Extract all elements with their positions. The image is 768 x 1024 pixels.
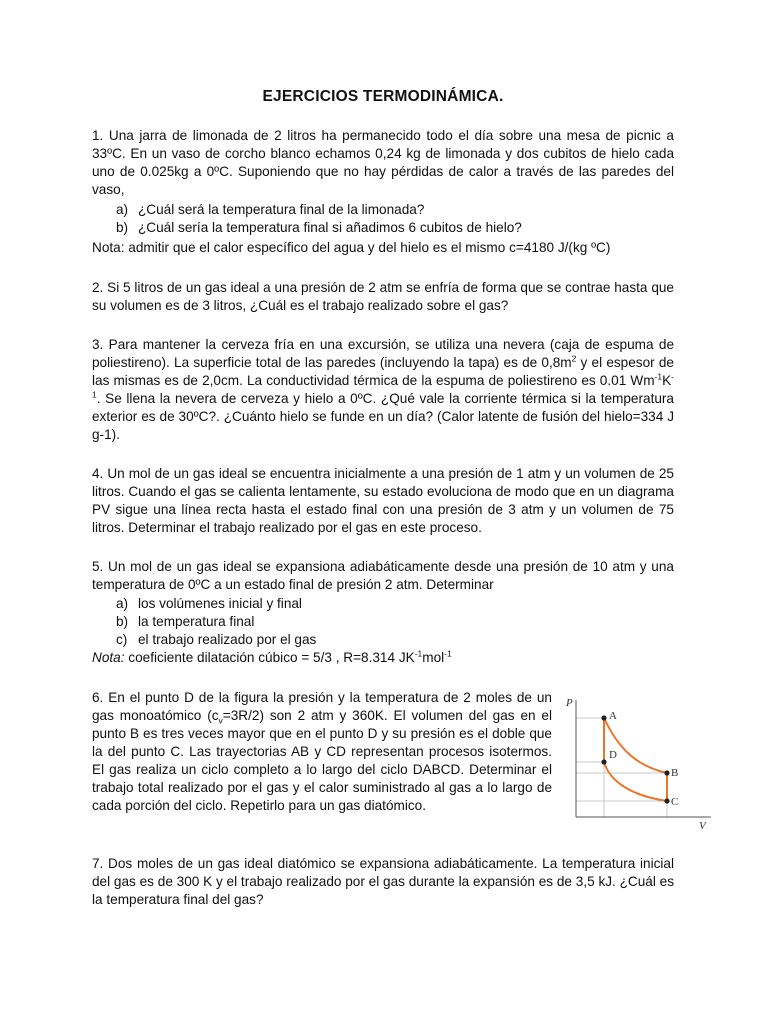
exercise-5	[92, 558, 674, 667]
item-text: ¿Cuál será la temperatura final de la limonada?	[138, 202, 425, 217]
exercise-5-item-a	[92, 595, 674, 613]
pv-diagram	[566, 690, 716, 835]
label-c: C	[671, 796, 679, 808]
item-marker: c)	[116, 632, 128, 647]
note-superscript-1: -1	[414, 648, 423, 659]
exercise-1-text: 1. Una jarra de limonada de 2 litros ha permanecido todo el día sobre una mesa de picnic a 33ºC. En un vaso de corcho blanco echamos 0,24 kg de limonada y dos cubitos de hielo cada uno de 0.025kg a 0ºC. Suponiendo que no hay pérdidas de calor a través de las paredes del vaso,	[92, 128, 674, 197]
exercise-6-text-1: 6. En el punto D de la figura la presión y la temperatura de 2 moles de un gas monoatómico (c	[92, 690, 552, 723]
exercise-5-item-c	[92, 631, 674, 649]
exercise-3-text-2: y el espesor de las mismas es de 2,0cm. La conductividad térmica de la espuma de poliestireno es 0.01 Wm	[92, 355, 674, 388]
exercise-6	[92, 689, 552, 815]
exercise-5-note	[92, 649, 674, 667]
superscript-m: -1	[654, 371, 663, 382]
subscript-v: v	[218, 715, 223, 726]
note-text: coeficiente dilatación cúbico = 5/3 , R=8.314 JK	[124, 650, 415, 665]
point-d	[601, 759, 606, 764]
exercise-4: 4. Un mol de un gas ideal se encuentra inicialmente a una presión de 1 atm y un volumen de 25 litros. Cuando el gas se calienta lentamente, su estado evoluciona de modo que en un diagrama PV sigue una línea recta hasta el estado final con una presión de 3 atm y un volumen de 75 litros. Determinar el trabajo realizado por el gas en este proceso.	[92, 466, 674, 535]
item-marker: b)	[116, 614, 129, 629]
exercise-5-item-b	[92, 613, 674, 631]
point-a	[601, 715, 606, 720]
exercise-3-text-3: . Se llena la nevera de cerveza y hielo a 0ºC. ¿Qué vale la corriente térmica si la temperatura exterior es de 30ºC?. ¿Cuánto hielo se funde en un día? (Calor latente de fusión del hielo=334 J g-1).	[92, 391, 674, 442]
item-text: ¿Cuál sería la temperatura final si añadimos 6 cubitos de hielo?	[138, 220, 522, 235]
label-d: D	[609, 749, 617, 761]
item-marker: a)	[116, 596, 129, 611]
unit-k: K	[662, 373, 672, 388]
exercise-6-text-2: =3R/2) son 2 atm y 360K. El volumen del gas en el punto B es tres veces mayor que en el punto D y su presión es el doble que la del punto C. Las trayectorias AB y CD representan procesos isotermos. El gas realiza un ciclo completo a lo largo del ciclo DABCD. Determinar el trabajo total realizado por el gas y el calor suministrado al gas a lo largo de cada porción del ciclo. Repetirlo para un gas diatómico.	[92, 708, 552, 813]
exercise-1-note: Nota: admitir que el calor específico del agua y del hielo es el mismo c=4180 J/(kg ºC)	[92, 240, 611, 255]
label-a: A	[609, 710, 617, 722]
exercise-5-text: 5. Un mol de un gas ideal se expansiona adiabáticamente desde una presión de 10 atm y una temperatura de 0ºC a un estado final de presión 2 atm. Determinar	[92, 559, 674, 592]
point-c	[664, 798, 669, 803]
exercise-1-item-b	[92, 219, 674, 237]
axis-label-p: P	[566, 697, 573, 709]
item-text: el trabajo realizado por el gas	[138, 632, 317, 647]
note-label: Nota:	[92, 650, 125, 665]
superscript-k: -1	[92, 371, 674, 400]
label-b: B	[671, 767, 679, 779]
item-text: los volúmenes inicial y final	[138, 596, 302, 611]
exercise-7: 7. Dos moles de un gas ideal diatómico se expansiona adiabáticamente. La temperatura inicial del gas es de 300 K y el trabajo realizado por el gas durante la expansión es de 3,5 kJ. ¿Cuál es la temperatura final del gas?	[92, 856, 674, 907]
item-marker: a)	[116, 202, 129, 217]
note-superscript-2: -1	[444, 648, 452, 659]
point-b	[664, 770, 669, 775]
exercise-3	[92, 336, 674, 444]
pv-diagram-svg	[566, 690, 716, 835]
note-mol: mol	[422, 650, 445, 665]
exercise-3-text-1: 3. Para mantener la cerveza fría en una excursión, se utiliza una nevera (caja de espuma de poliestireno). La superficie total de las paredes (incluyendo la tapa) es de 0,8m	[92, 337, 674, 370]
exercise-2: 2. Si 5 litros de un gas ideal a una presión de 2 atm se enfría de forma que se contrae hasta que su volumen es de 3 litros, ¿Cuál es el trabajo realizado sobre el gas?	[92, 280, 674, 313]
superscript-area: 2	[571, 353, 577, 364]
page-title: EJERCICIOS TERMODINÁMICA.	[262, 88, 504, 105]
item-text: la temperatura final	[138, 614, 255, 629]
exercise-1-item-a	[92, 201, 674, 219]
axis-label-v: V	[699, 820, 706, 832]
exercise-1	[92, 127, 674, 257]
item-marker: b)	[116, 220, 129, 235]
